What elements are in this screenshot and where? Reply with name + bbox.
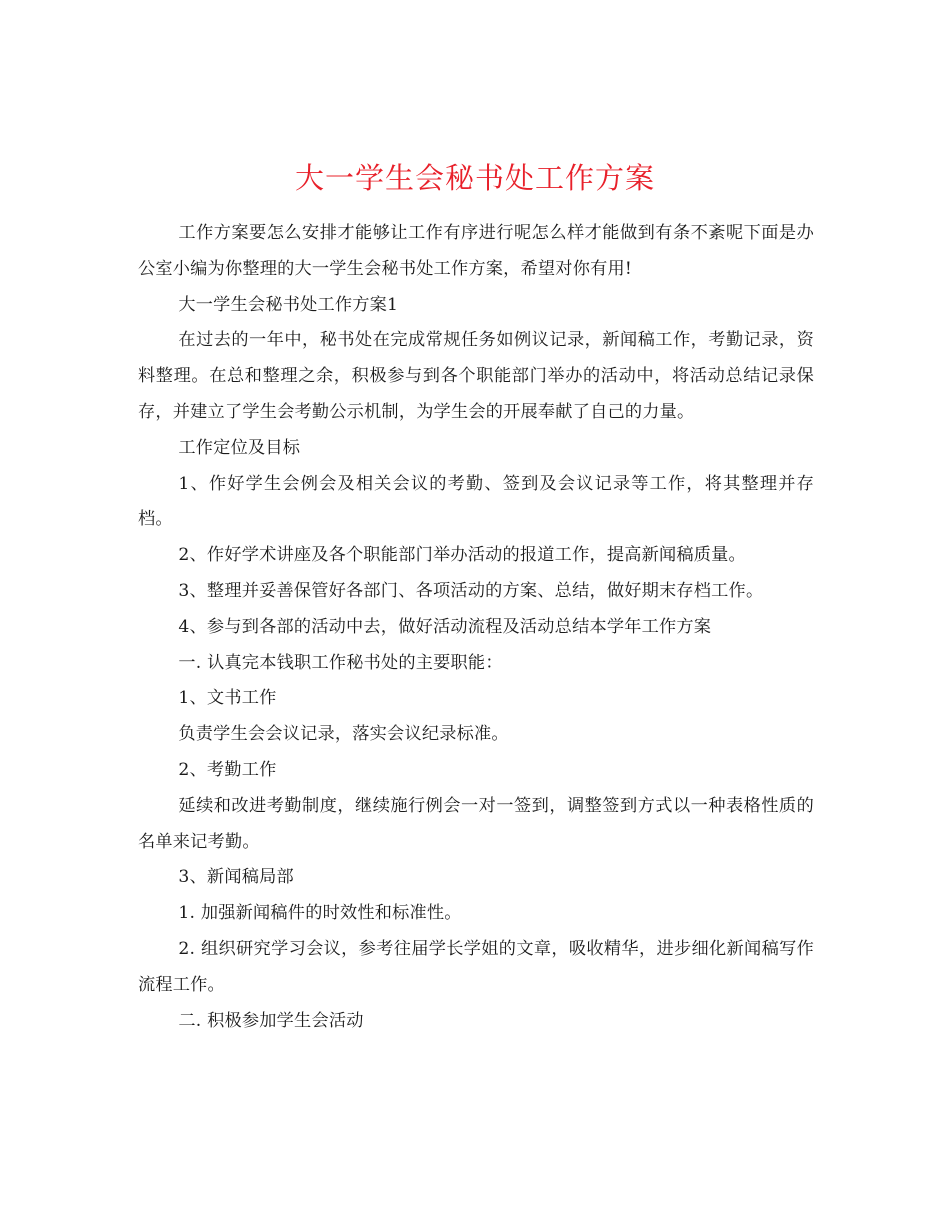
section-heading-plan-1: 大一学生会秘书处工作方案1 — [178, 294, 399, 315]
duty-heading-attendance: 2、考勤工作 — [178, 759, 277, 780]
goal-item-3: 3、整理并妥善保管好各部门、各项活动的方案、总结，做好期末存档工作。 — [178, 580, 764, 601]
duty-heading-news: 3、新闻稿局部 — [178, 867, 294, 888]
review-paragraph: 在过去的一年中，秘书处在完成常规任务如例议记录，新闻稿工作，考勤记录，资料整理。在总和整理之余，积极参与到各个职能部门举办的活动中，将活动总结记录保存，并建立了学生会考勤公示机制，为学生会的开展奉献了自己的力量。 — [138, 330, 814, 422]
section-heading-duties: 一. 认真完本钱职工作秘书处的主要职能： — [178, 652, 503, 673]
news-item-1: 1. 加强新闻稿件的时效性和标准性。 — [178, 903, 462, 924]
goal-item-1: 1、作好学生会例会及相关会议的考勤、签到及会议记录等工作，将其整理并存档。 — [138, 473, 814, 530]
document-body — [138, 216, 814, 1039]
section-heading-goals: 工作定位及目标 — [178, 437, 301, 458]
goal-item-4: 4、参与到各部的活动中去，做好活动流程及活动总结本学年工作方案 — [178, 616, 712, 637]
duty-attendance-text: 延续和改进考勤制度，继续施行例会一对一签到，调整签到方式以一种表格性质的名单来记考勤。 — [138, 795, 814, 852]
goal-item-2: 2、作好学术讲座及各个职能部门举办活动的报道工作，提高新闻稿质量。 — [178, 545, 746, 566]
intro-paragraph: 工作方案要怎么安排才能够让工作有序进行呢怎么样才能做到有条不紊呢下面是办公室小编为你整理的大一学生会秘书处工作方案，希望对你有用! — [138, 223, 814, 279]
news-item-2: 2. 组织研究学习会议，参考往届学长学姐的文章，吸收精华，进步细化新闻稿写作流程工作。 — [138, 938, 814, 995]
section-heading-activities: 二. 积极参加学生会活动 — [178, 1010, 364, 1031]
duty-clerical-text: 负责学生会会议记录，落实会议纪录标准。 — [178, 724, 509, 745]
document-title: 大一学生会秘书处工作方案 — [294, 161, 655, 196]
duty-heading-clerical: 1、文书工作 — [178, 688, 277, 709]
